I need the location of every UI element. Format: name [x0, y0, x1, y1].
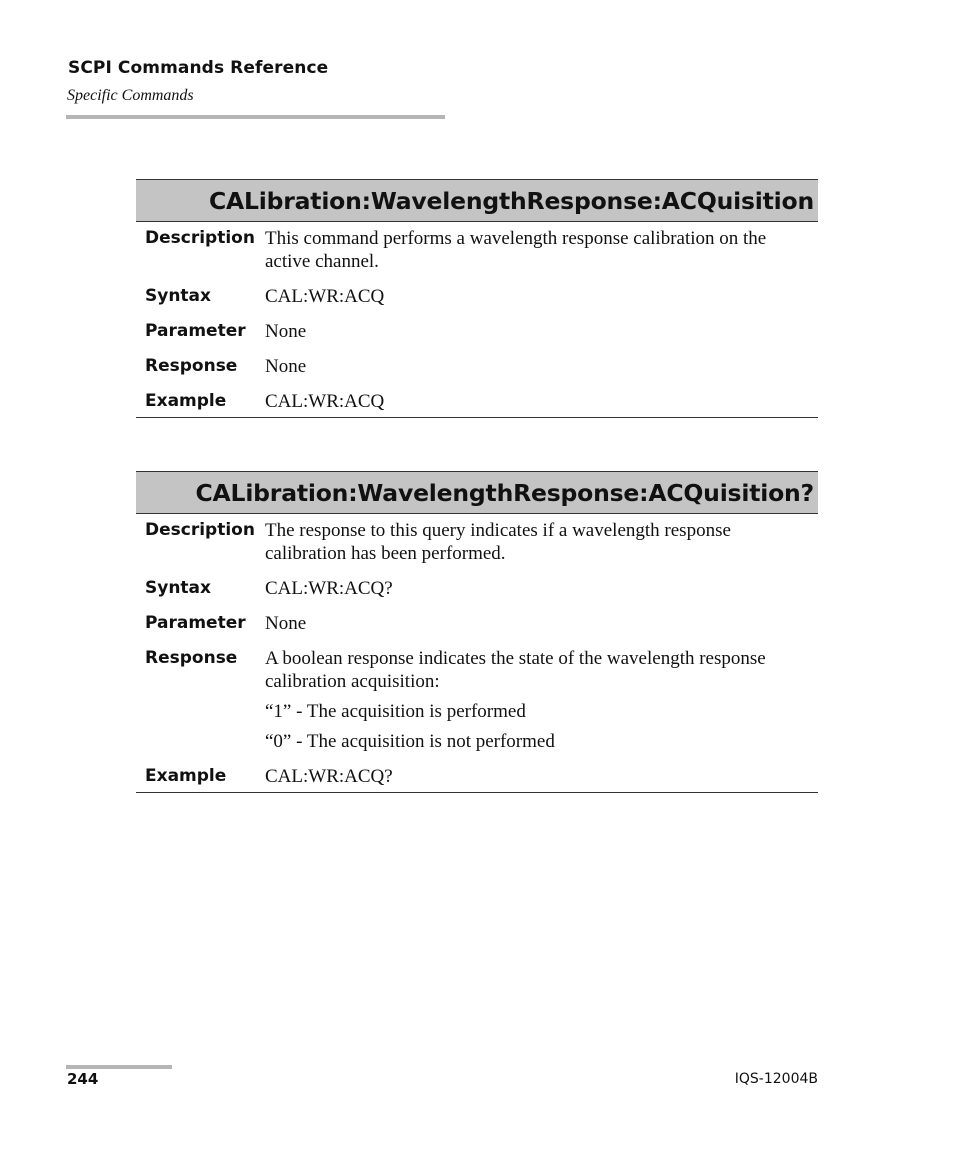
- command-header: [136, 179, 818, 222]
- description-label: Description: [145, 228, 255, 248]
- description-text: This command performs a wavelength response calibration on the active channel.: [265, 228, 767, 272]
- response-value-1: “1” - The acquisition is performed: [265, 701, 526, 722]
- command-name: CALibration:WavelengthResponse:ACQuisition?: [195, 478, 814, 507]
- parameter-text: None: [265, 613, 307, 634]
- response-row: [136, 355, 818, 378]
- running-header-title: SCPI Commands Reference: [68, 58, 329, 78]
- parameter-text: None: [265, 321, 307, 342]
- command-block: [136, 471, 818, 793]
- command-header: [136, 471, 818, 514]
- response-block: [265, 647, 818, 753]
- example-text: CAL:WR:ACQ?: [265, 766, 393, 787]
- example-label: Example: [145, 766, 227, 786]
- example-text: CAL:WR:ACQ: [265, 391, 385, 412]
- syntax-label: Syntax: [145, 578, 211, 598]
- command-details: [136, 514, 818, 793]
- parameter-row: [136, 612, 818, 635]
- footer-rule: [66, 1065, 172, 1069]
- running-header-subtitle: Specific Commands: [67, 87, 194, 104]
- document-id: IQS-12004B: [734, 1071, 818, 1087]
- parameter-label: Parameter: [145, 321, 246, 341]
- response-row: [136, 647, 818, 753]
- syntax-text: CAL:WR:ACQ?: [265, 578, 393, 599]
- response-label: Response: [145, 356, 238, 376]
- example-row: [136, 765, 818, 788]
- syntax-text: CAL:WR:ACQ: [265, 286, 385, 307]
- page-number: 244: [67, 1070, 99, 1088]
- example-row: [136, 390, 818, 413]
- description-row: [136, 519, 818, 565]
- description-row: [136, 227, 818, 273]
- response-label: Response: [145, 648, 238, 668]
- syntax-label: Syntax: [145, 286, 211, 306]
- example-label: Example: [145, 391, 227, 411]
- parameter-row: [136, 320, 818, 343]
- header-rule: [66, 115, 445, 119]
- description-text: The response to this query indicates if a wavelength response calibration has been performed.: [265, 520, 731, 564]
- syntax-row: [136, 285, 818, 308]
- command-details: [136, 222, 818, 418]
- command-block: [136, 179, 818, 418]
- syntax-row: [136, 577, 818, 600]
- command-name: CALibration:WavelengthResponse:ACQuisition: [208, 186, 814, 215]
- parameter-label: Parameter: [145, 613, 246, 633]
- response-text: A boolean response indicates the state of the wavelength response calibration acquisition:: [265, 648, 766, 692]
- description-label: Description: [145, 520, 255, 540]
- response-value-0: “0” - The acquisition is not performed: [265, 731, 555, 752]
- response-text: None: [265, 356, 307, 377]
